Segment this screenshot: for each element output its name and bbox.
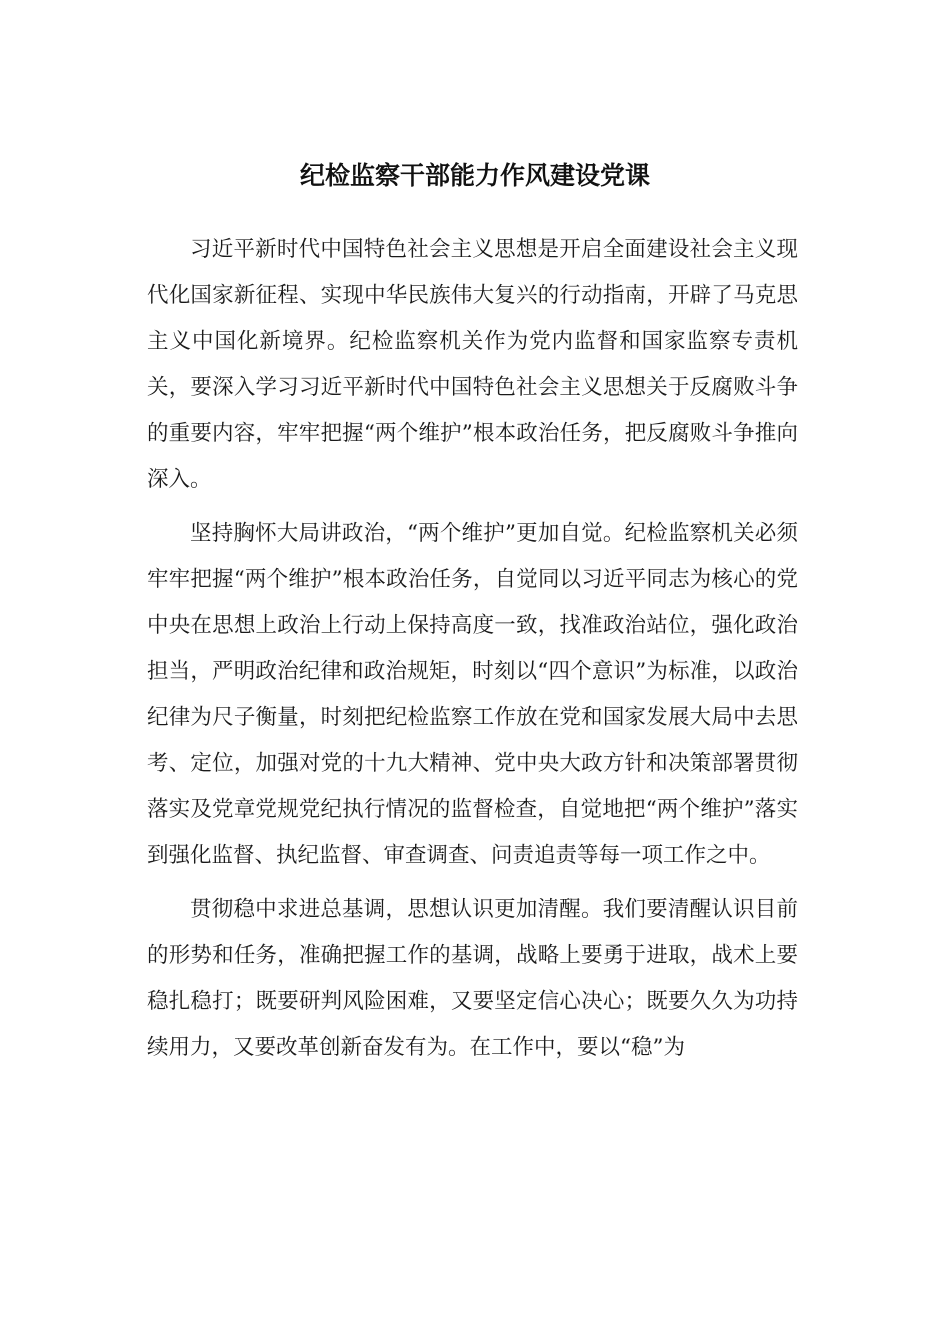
- document-body: [147, 227, 798, 1079]
- document-title: 纪检监察干部能力作风建设党课: [299, 161, 650, 190]
- paragraph: 坚持胸怀大局讲政治，“两个维护”更加自觉。纪检监察机关必须牢牢把握“两个维护”根本政治任务，自觉同以习近平同志为核心的党中央在思想上政治上行动上保持高度一致，找准政治站位，强化政治担当，严明政治纪律和政治规矩，时刻以“四个意识”为标准，以政治纪律为尺子衡量，时刻把纪检监察工作放在党和国家发展大局中去思考、定位，加强对党的十九大精神、党中央大政方针和决策部署贯彻落实及党章党规党纪执行情况的监督检查，自觉地把“两个维护”落实到强化监督、执纪监督、审查调查、问责追责等每一项工作之中。: [147, 521, 798, 868]
- paragraph: 贯彻稳中求进总基调，思想认识更加清醒。我们要清醒认识目前的形势和任务，准确把握工作的基调，战略上要勇于进取，战术上要稳扎稳打；既要研判风险困难，又要坚定信心决心；既要久久为功持续用力，又要改革创新奋发有为。在工作中，要以“稳”为: [147, 897, 798, 1060]
- paragraph: 习近平新时代中国特色社会主义思想是开启全面建设社会主义现代化国家新征程、实现中华民族伟大复兴的行动指南，开辟了马克思主义中国化新境界。纪检监察机关作为党内监督和国家监察专责机关，要深入学习习近平新时代中国特色社会主义思想关于反腐败斗争的重要内容，牢牢把握“两个维护”根本政治任务，把反腐败斗争推向深入。: [147, 237, 798, 492]
